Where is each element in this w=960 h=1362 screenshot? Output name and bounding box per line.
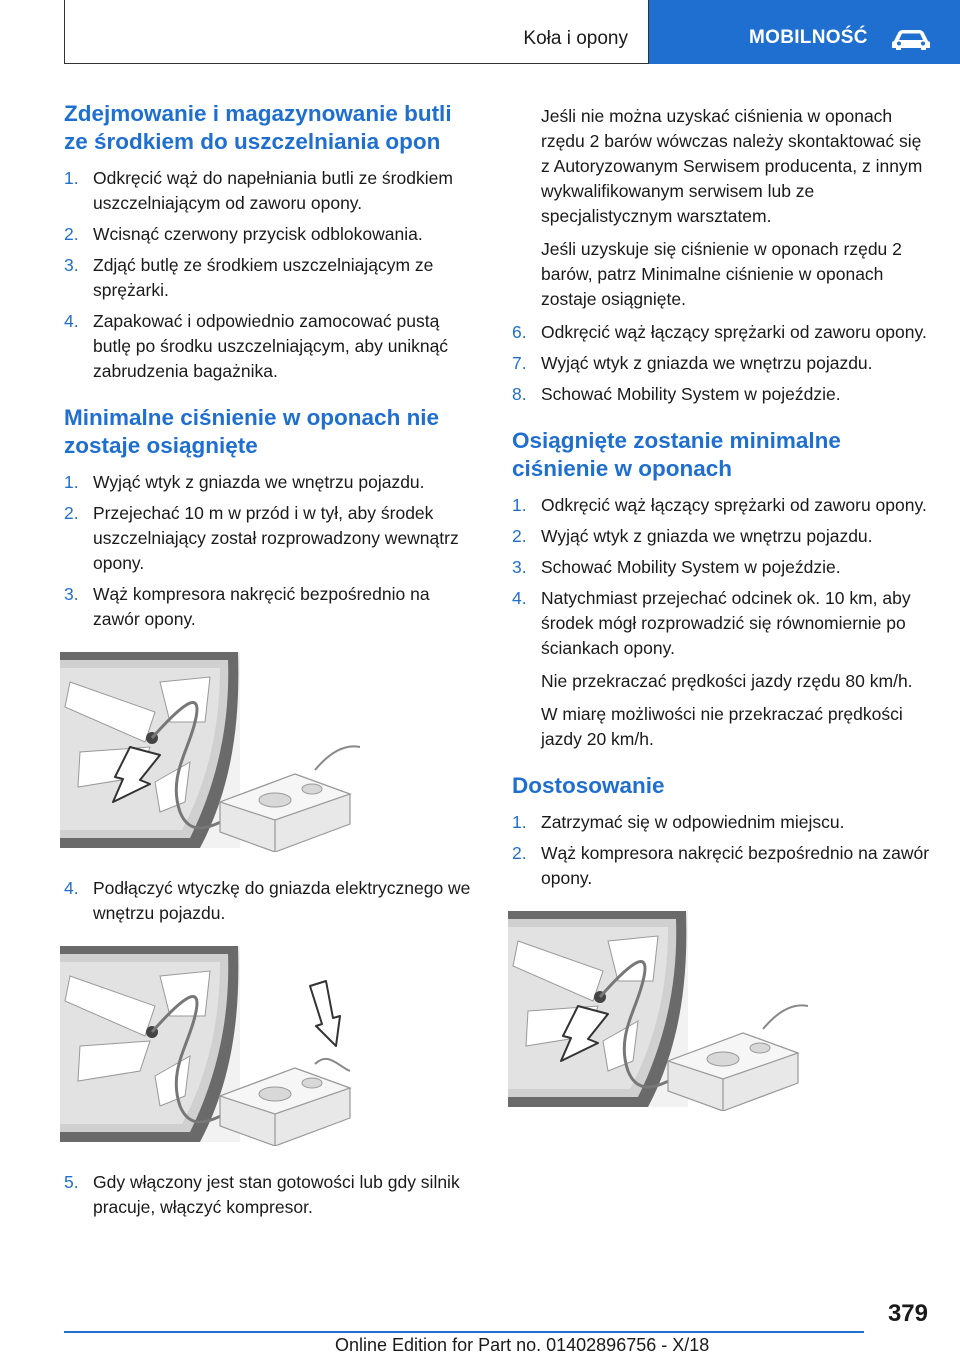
step-number: 4. [64, 311, 79, 331]
list-item [64, 470, 479, 495]
header-section-title: Koła i opony [523, 28, 628, 49]
step-number: 7. [512, 353, 527, 373]
step-text: Wyjąć wtyk z gniazda we wnętrzu pojazdu. [541, 353, 873, 373]
step-text: Odkręcić wąż łączący sprężarki od zaworu opony. [541, 495, 927, 515]
step-number: 5. [64, 1172, 79, 1192]
step-number: 1. [512, 495, 527, 515]
step-text: Gdy włączony jest stan gotowości lub gdy silnik pracuje, włączyć kompresor. [93, 1172, 460, 1217]
right-column [512, 104, 932, 1135]
list-item [512, 841, 932, 891]
header-box [64, 0, 649, 64]
list-adjustment [512, 810, 932, 891]
list-item [512, 586, 932, 752]
list-item [64, 166, 479, 216]
step-number: 1. [64, 168, 79, 188]
list-item [512, 320, 932, 345]
list-item [512, 555, 932, 580]
step-number: 2. [64, 224, 79, 244]
step-text: Zapakować i odpowiednio zamocować pustą butlę po środku uszczelniającym, aby uniknąć zabrudzenia bagażnika. [93, 311, 449, 381]
speed-note: W miarę możliwości nie przekraczać prędkości jazdy 20 km/h. [541, 704, 903, 749]
heading-min-pressure-not-reached: Minimalne ciśnienie w oponach nie zostaje osiągnięte [64, 405, 440, 458]
step-number: 8. [512, 384, 527, 404]
footer-divider [64, 1331, 864, 1333]
step-text: Zdjąć butlę ze środkiem uszczelniającym ze sprężarki. [93, 255, 434, 300]
page-number: 379 [887, 1300, 928, 1327]
step-number: 2. [64, 503, 79, 523]
step-number: 2. [512, 526, 527, 546]
list-remove-bottle [64, 166, 479, 384]
step-text: Wcisnąć czerwony przycisk odblokowania. [93, 224, 423, 244]
car-icon [890, 29, 932, 51]
step-number: 4. [512, 588, 527, 608]
step-text: Natychmiast przejechać odcinek ok. 10 km, aby środek mógł rozprowadzić się równomiernie po ściankach opony. [541, 588, 911, 658]
list-item [64, 1170, 479, 1220]
list-item [64, 582, 479, 632]
list-item [64, 309, 479, 384]
step-number: 3. [512, 557, 527, 577]
list-min-pressure-not-reached-cont-b [64, 1170, 479, 1220]
step-text: Zatrzymać się w odpowiednim miejscu. [541, 812, 845, 832]
step-text: Wąż kompresora nakręcić bezpośrednio na zawór opony. [93, 584, 430, 629]
illustration-plug-socket [60, 946, 360, 1146]
heading-min-pressure-reached: Osiągnięte zostanie minimalne ciśnienie w oponach [512, 428, 841, 481]
list-item [512, 382, 932, 407]
step-number: 6. [512, 322, 527, 342]
step-number: 3. [64, 584, 79, 604]
list-min-pressure-reached [512, 493, 932, 752]
left-column [64, 100, 479, 1240]
step-number: 1. [512, 812, 527, 832]
list-cont-steps [512, 320, 932, 407]
list-item [512, 493, 932, 518]
step-text: Odkręcić wąż do napełniania butli ze środkiem uszczelniającym od zaworu opony. [93, 168, 453, 213]
chapter-tab[interactable] [649, 0, 960, 64]
illustration-hose-on-valve [60, 652, 360, 852]
list-min-pressure-not-reached-cont-a [64, 876, 479, 926]
list-item [512, 351, 932, 376]
heading-remove-bottle: Zdejmowanie i magazynowanie butli ze środkiem do uszczelniania opon [64, 101, 452, 154]
note-pressure-reached: Jeśli uzyskuje się ciśnienie w oponach rzędu 2 barów, patrz Minimalne ciśnienie w oponach zostaje osiągnięte. [541, 239, 902, 309]
list-item [64, 253, 479, 303]
list-item [64, 876, 479, 926]
step-number: 4. [64, 878, 79, 898]
list-item [64, 501, 479, 576]
edition-line: Online Edition for Part no. 01402896756 - X/18 [335, 1335, 710, 1355]
step-number: 1. [64, 472, 79, 492]
speed-note: Nie przekraczać prędkości jazdy rzędu 80 km/h. [541, 671, 913, 691]
list-min-pressure-not-reached [64, 470, 479, 632]
step-text: Wyjąć wtyk z gniazda we wnętrzu pojazdu. [541, 526, 873, 546]
heading-adjustment: Dostosowanie [512, 773, 665, 798]
chapter-label: MOBILNOŚĆ [749, 27, 868, 48]
step-text: Schować Mobility System w pojeździe. [541, 557, 841, 577]
step-text: Podłączyć wtyczkę do gniazda elektrycznego we wnętrzu pojazdu. [93, 878, 471, 923]
step-text: Przejechać 10 m w przód i w tył, aby środek uszczelniający został rozprowadzony wewnątrz opony. [93, 503, 459, 573]
list-item [512, 524, 932, 549]
step-number: 2. [512, 843, 527, 863]
step-text: Wyjąć wtyk z gniazda we wnętrzu pojazdu. [93, 472, 425, 492]
list-item [512, 810, 932, 835]
step-number: 3. [64, 255, 79, 275]
list-item [64, 222, 479, 247]
note-no-pressure: Jeśli nie można uzyskać ciśnienia w oponach rzędu 2 barów wówczas należy skontaktować się z Autoryzowanym Serwisem producenta, z innym wykwalifikowanym serwisem lub ze specjalistycznym warsztatem. [541, 106, 923, 226]
step-text: Wąż kompresora nakręcić bezpośrednio na zawór opony. [541, 843, 930, 888]
illustration-hose-on-valve-adjust [508, 911, 808, 1111]
step-text: Schować Mobility System w pojeździe. [541, 384, 841, 404]
step-text: Odkręcić wąż łączący sprężarki od zaworu opony. [541, 322, 927, 342]
